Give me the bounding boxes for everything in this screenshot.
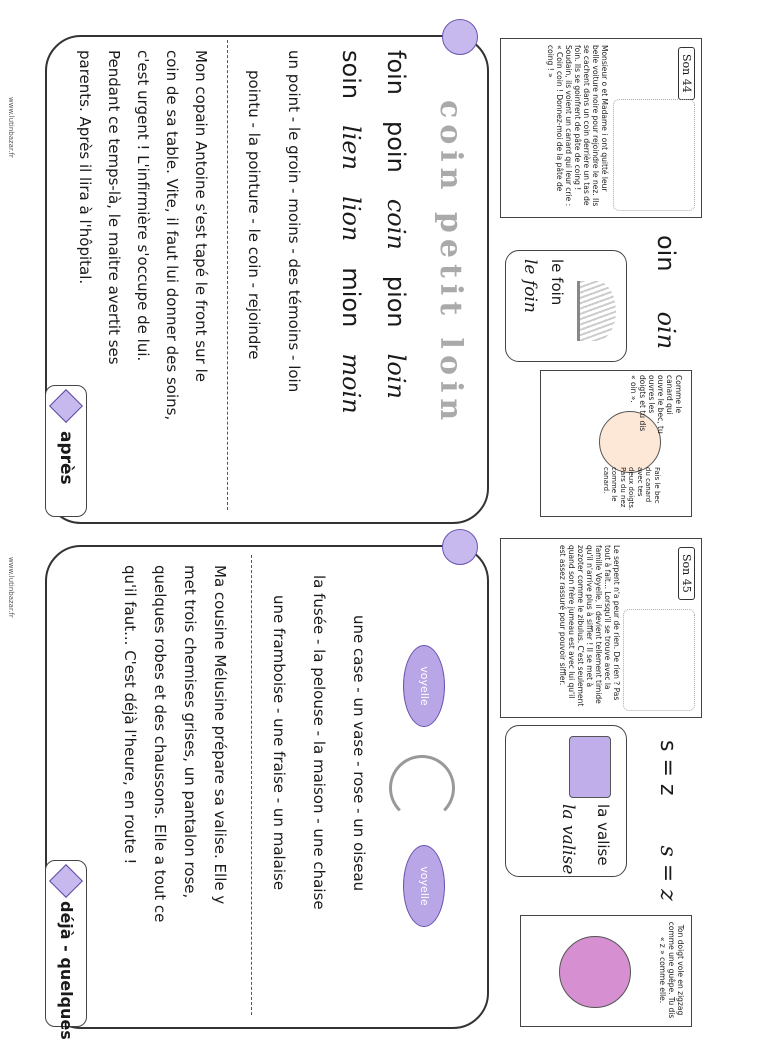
son45-image-label: la valise (594, 804, 612, 866)
oin-line-2: pointu - la pointure - le coin - rejoindre (245, 70, 263, 360)
son45-equations (640, 740, 680, 910)
word-coin: coin (382, 198, 410, 250)
word-soin: soin (337, 50, 365, 100)
son45-story-rot (501, 539, 701, 717)
oin-story-line-4: Pendant ce temps-là, le maitre avertit ses (105, 50, 123, 365)
oin-row-print-1 (382, 50, 410, 490)
voyelle-pill-2: voyelle (403, 845, 445, 927)
oin-story-line-5: parents. Après il lira à l'hôpital. (76, 50, 94, 285)
oin-story-line-2: coin de sa table. Vite, il faut lui donner des soins, (163, 50, 181, 421)
suitcase-icon (569, 736, 611, 798)
deja-word-label: déjà - quelques (57, 901, 76, 1040)
word-poin: poin (382, 121, 410, 173)
son45-tip-box (520, 915, 692, 1027)
son45-image-box (505, 725, 627, 877)
girl-face-icon (559, 936, 631, 1008)
son44-illustration (613, 99, 695, 211)
word-lien: lien (337, 125, 365, 171)
z-line-2: la fusée - la pelouse - la maison - une chaise (310, 575, 328, 910)
cube-icon (49, 389, 83, 423)
son44-grapheme-cursive: oin (652, 311, 680, 350)
word-mion: mion (337, 267, 365, 328)
son44-image-box (505, 250, 627, 362)
word-foin: foin (382, 50, 410, 96)
voyelle-pill-1: voyelle (403, 645, 445, 727)
oin-divider (227, 40, 228, 510)
son44-tip-rot (541, 371, 691, 516)
son45-tip-rot (521, 916, 691, 1026)
word-pion: pion (382, 275, 410, 328)
son45-tag: Son 45 (678, 547, 695, 600)
son44-story-rot (501, 39, 701, 217)
z-story (115, 565, 235, 1015)
z-story-line-4: qu'il faut... C'est déjà l'heure, en route ! (121, 565, 139, 865)
snake-icon (389, 755, 455, 821)
z-divider (251, 555, 252, 1015)
son44-tip-box (540, 370, 692, 517)
son44-image-label: le foin (548, 259, 566, 306)
z-card-website: www.lutinbazar.fr (7, 557, 15, 618)
oin-row-print-2 (337, 50, 365, 490)
hay-icon (577, 281, 616, 341)
son44-grapheme-print: oin (652, 235, 680, 272)
z-line-3: une framboise - une fraise - un malaise (270, 595, 288, 891)
cube-icon-2 (49, 864, 83, 898)
son45-eq-print: s = z (655, 740, 680, 796)
son45-story-box (500, 538, 702, 718)
son44-story-text: Monsieur o et Madame i ont quitté leur belle voiture noire pour rejoindre le nez. Ils se cachent dans un coin derrière un tas de foin. Ils se goinfrent de pâte de coing ! Soudain, ils voient un canard qui leur crie : « Coin coin ! Donnez-moi de la pâte de coing ! » (546, 45, 609, 207)
son44-gesture-text: Fais le bec du canard avec tes deux doigts. Pars du nez comme le canard. (602, 467, 661, 511)
z-card-content (45, 555, 490, 1025)
snake-illustration (623, 609, 695, 711)
z-line-1: une case - un vase - rose - un oiseau (350, 615, 368, 892)
son45-image-label-cursive: la valise (558, 804, 578, 875)
son45-image-rot (506, 726, 626, 876)
apres-word-box (45, 385, 87, 517)
oin-story-line-1: Mon copain Antoine s'est tapé le front sur le (192, 50, 210, 382)
word-loin: loin (382, 353, 410, 399)
son45-eq-cursive: s = z (655, 845, 680, 901)
z-story-line-2: met trois chemises grises, un pantalon rose, (181, 565, 199, 899)
oin-line-1: un point - le groin - moins - des témoins - loin (285, 50, 303, 393)
deja-word-box (45, 860, 87, 1040)
word-lion: lion (337, 196, 365, 242)
oin-card-content (45, 40, 490, 520)
son44-image-label-cursive: le foin (520, 259, 540, 313)
oin-card-website: www.lutinbazar.fr (7, 97, 15, 158)
z-story-line-3: quelques robes et des chaussons. Elle a tout ce (151, 565, 169, 923)
oin-title-deco: coin petit loin (433, 100, 468, 427)
son44-tag: Son 44 (678, 47, 695, 100)
z-story-line-1: Ma cousine Mélusine prépare sa valise. Elle y (211, 565, 229, 905)
oin-story-line-3: c'est urgent ! L'infirmière s'occupe de lui. (134, 50, 152, 362)
oin-story (70, 50, 215, 510)
apres-word-label: après (56, 431, 76, 485)
son45-story-text: Le serpent n'a peur de rien. De rien ? Pas tout à fait... Lorsqu'il se trouve avec la famille Voyelle, il devient tellement timide qu'il n'arrive plus à siffler ! Il se met à zozoter comme le zibulus. C'est seulement quand son frère jumeau est avec lui qu'il est assez rassuré pour pouvoir siffler. (558, 545, 621, 707)
word-moin: moin (337, 353, 365, 414)
son45-tip-text: Ton doigt vole en zigzag comme une guêpe. Tu dis « z » comme elle. (658, 921, 685, 1019)
son44-tip-text: Comme le canard qui ouvre le bec, tu ouvres les doigts et tu dis « oin ». (629, 375, 683, 434)
son44-story-box (500, 38, 702, 218)
son44-image-rot (506, 251, 626, 361)
